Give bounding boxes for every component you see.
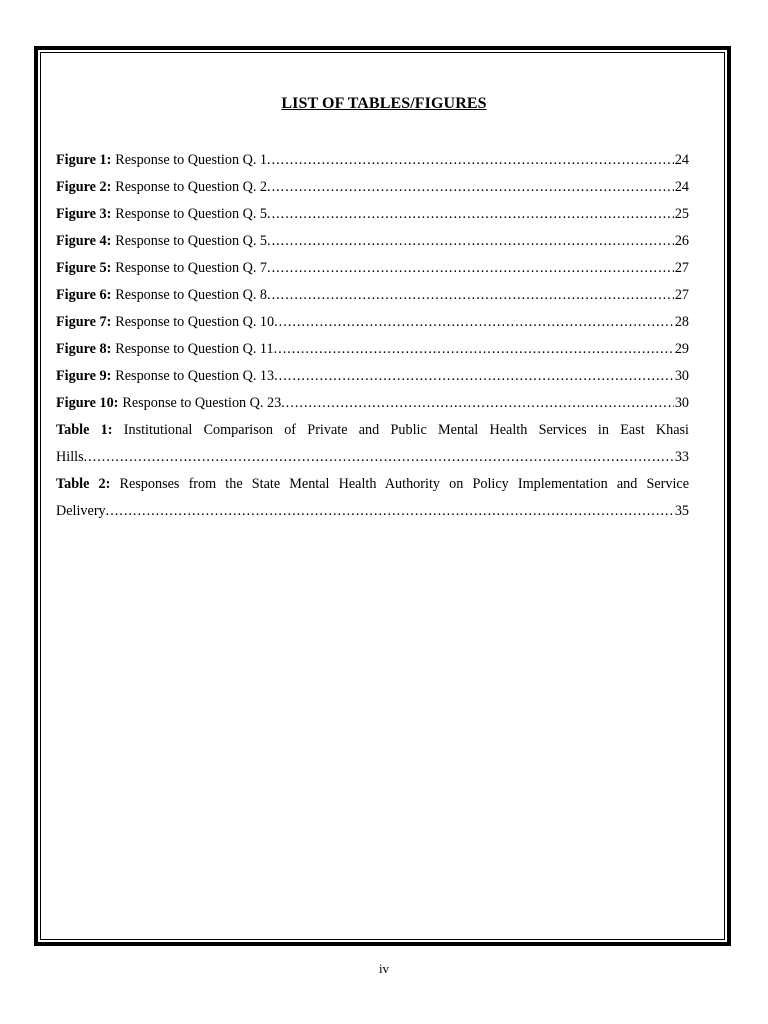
- dot-leader: [267, 228, 674, 255]
- entry-title: Institutional Comparison of Private and Public Mental Health Services in East Khasi: [123, 422, 689, 438]
- page-number: iv: [378, 961, 390, 976]
- entry-title: Response to Question Q. 5: [115, 233, 268, 249]
- dot-leader: [274, 309, 674, 336]
- entry-title: Responses from the State Mental Health Authority on Policy Implementation and Service: [119, 476, 689, 492]
- toc-entry-figure-2[interactable]: [56, 174, 689, 201]
- entry-title: Response to Question Q. 5: [115, 206, 268, 222]
- dot-leader: [267, 282, 674, 309]
- entry-title: Response to Question Q. 13: [115, 368, 275, 384]
- entry-page: 24: [674, 179, 689, 195]
- entry-title: Response to Question Q. 11: [115, 341, 274, 357]
- toc-entry-figure-8[interactable]: [56, 336, 689, 363]
- entry-label: Table 2:: [56, 476, 111, 492]
- entry-label: Figure 9:: [56, 368, 112, 384]
- toc-entry-figure-1[interactable]: [56, 147, 689, 174]
- dot-leader: [106, 498, 674, 525]
- entry-title-continued: Delivery: [56, 503, 106, 519]
- toc-entry-figure-9[interactable]: [56, 363, 689, 390]
- entry-page: 33: [674, 449, 689, 465]
- entry-label: Table 1:: [56, 422, 113, 438]
- toc-entry-figure-10[interactable]: [56, 390, 689, 417]
- toc-entry-figure-4[interactable]: [56, 228, 689, 255]
- entry-title-continued: Hills: [56, 449, 84, 465]
- toc-entry-figure-5[interactable]: [56, 255, 689, 282]
- page-title: LIST OF TABLES/FIGURES: [281, 95, 487, 112]
- entry-title: Response to Question Q. 2: [115, 179, 268, 195]
- dot-leader: [267, 147, 674, 174]
- entry-second-line: [56, 498, 689, 525]
- entry-title: Response to Question Q. 7: [115, 260, 268, 276]
- entry-page: 27: [674, 287, 689, 303]
- entry-label: Figure 2:: [56, 179, 112, 195]
- entry-label: Figure 1:: [56, 152, 112, 168]
- entry-label: Figure 5:: [56, 260, 112, 276]
- entry-label: Figure 6:: [56, 287, 112, 303]
- entry-page: 30: [674, 395, 689, 411]
- dot-leader: [267, 174, 674, 201]
- entry-label: Figure 3:: [56, 206, 112, 222]
- entry-page: 29: [674, 341, 689, 357]
- entry-page: 30: [674, 368, 689, 384]
- dot-leader: [267, 255, 674, 282]
- entry-title: Response to Question Q. 23: [122, 395, 282, 411]
- entry-title: Response to Question Q. 1: [115, 152, 268, 168]
- toc-entry-figure-6[interactable]: [56, 282, 689, 309]
- entry-second-line: [56, 444, 689, 471]
- dot-leader: [281, 390, 674, 417]
- entry-first-line: [56, 417, 689, 444]
- dot-leader: [267, 201, 674, 228]
- toc-entry-table-2[interactable]: [56, 471, 689, 525]
- entry-title: Response to Question Q. 10: [115, 314, 275, 330]
- entry-label: Figure 8:: [56, 341, 112, 357]
- entry-page: 24: [674, 152, 689, 168]
- dot-leader: [274, 363, 674, 390]
- toc-entry-table-1[interactable]: [56, 417, 689, 471]
- dot-leader: [84, 444, 674, 471]
- entry-label: Figure 4:: [56, 233, 112, 249]
- entry-page: 28: [674, 314, 689, 330]
- entry-first-line: [56, 471, 689, 498]
- entry-page: 35: [674, 503, 689, 519]
- dot-leader: [274, 336, 674, 363]
- toc-entry-figure-3[interactable]: [56, 201, 689, 228]
- entry-label: Figure 10:: [56, 395, 119, 411]
- toc-list: [56, 147, 689, 525]
- entry-page: 25: [674, 206, 689, 222]
- toc-entry-figure-7[interactable]: [56, 309, 689, 336]
- entry-title: Response to Question Q. 8: [115, 287, 268, 303]
- entry-label: Figure 7:: [56, 314, 112, 330]
- entry-page: 26: [674, 233, 689, 249]
- entry-page: 27: [674, 260, 689, 276]
